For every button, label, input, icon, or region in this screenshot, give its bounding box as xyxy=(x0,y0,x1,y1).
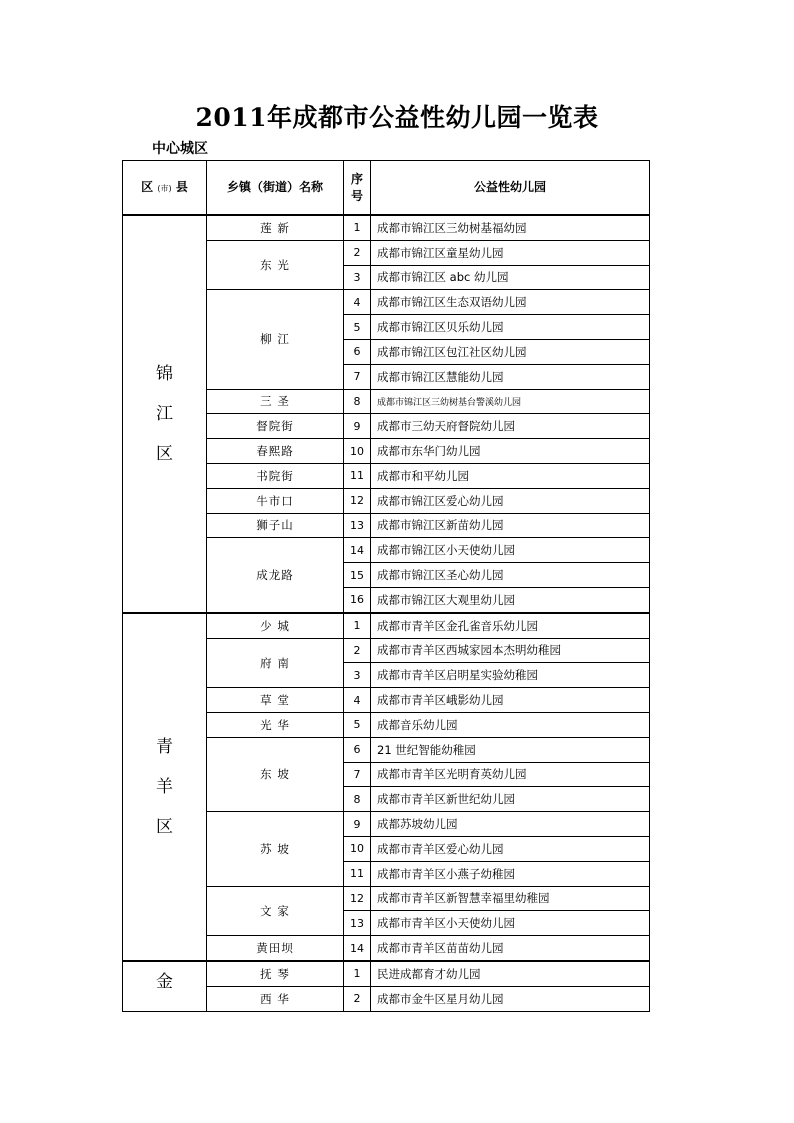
seq-cell: 2 xyxy=(344,638,371,663)
district-cell: 青 羊 区 xyxy=(123,613,207,961)
seq-cell: 3 xyxy=(344,265,371,290)
town-cell: 成龙路 xyxy=(207,538,344,613)
seq-cell: 7 xyxy=(344,762,371,787)
kindergarten-cell: 成都市青羊区苗苗幼儿园 xyxy=(371,936,650,961)
seq-cell: 2 xyxy=(344,986,371,1011)
kindergarten-cell: 成都市青羊区新智慧幸福里幼稚园 xyxy=(371,886,650,911)
kindergarten-cell: 成都市锦江区小天使幼儿园 xyxy=(371,538,650,563)
kindergarten-cell: 成都市锦江区新苗幼儿园 xyxy=(371,513,650,538)
town-cell: 西 华 xyxy=(207,986,344,1011)
town-cell: 苏 坡 xyxy=(207,812,344,886)
kindergarten-cell: 成都市青羊区光明育英幼儿园 xyxy=(371,762,650,787)
town-cell: 草 堂 xyxy=(207,688,344,713)
header-seq: 序 号 xyxy=(344,161,371,216)
seq-cell: 9 xyxy=(344,414,371,439)
kindergarten-cell: 成都市锦江区爱心幼儿园 xyxy=(371,488,650,513)
kindergarten-cell: 成都市青羊区新世纪幼儿园 xyxy=(371,787,650,812)
seq-cell: 12 xyxy=(344,886,371,911)
town-cell: 莲 新 xyxy=(207,215,344,240)
seq-cell: 10 xyxy=(344,439,371,464)
header-kindergarten: 公益性幼儿园 xyxy=(371,161,650,216)
seq-cell: 13 xyxy=(344,513,371,538)
kindergarten-cell: 成都市锦江区贝乐幼儿园 xyxy=(371,315,650,340)
kindergarten-cell: 成都市锦江区 abc 幼儿园 xyxy=(371,265,650,290)
table-row xyxy=(123,613,650,638)
seq-cell: 9 xyxy=(344,812,371,837)
town-cell: 书院街 xyxy=(207,463,344,488)
town-cell: 府 南 xyxy=(207,638,344,688)
kindergarten-cell: 21 世纪智能幼稚园 xyxy=(371,737,650,762)
town-cell: 黄田坝 xyxy=(207,936,344,961)
kindergarten-cell: 民进成都育才幼儿园 xyxy=(371,961,650,986)
seq-cell: 14 xyxy=(344,538,371,563)
seq-cell: 8 xyxy=(344,787,371,812)
kindergarten-cell: 成都市青羊区金孔雀音乐幼儿园 xyxy=(371,613,650,638)
town-cell: 光 华 xyxy=(207,712,344,737)
seq-cell: 1 xyxy=(344,215,371,240)
kindergarten-cell: 成都市青羊区西城家园本杰明幼稚园 xyxy=(371,638,650,663)
district-cell: 锦 江 区 xyxy=(123,215,207,613)
page-title: 2011年成都市公益性幼儿园一览表 xyxy=(195,103,599,132)
town-cell: 春熙路 xyxy=(207,439,344,464)
header-town: 乡镇（街道）名称 xyxy=(207,161,344,216)
seq-cell: 4 xyxy=(344,688,371,713)
town-cell: 东 坡 xyxy=(207,737,344,811)
table-row xyxy=(123,961,650,986)
table-header-row xyxy=(123,161,650,216)
kindergarten-cell: 成都市锦江区慧能幼儿园 xyxy=(371,364,650,389)
town-cell: 东 光 xyxy=(207,240,344,290)
town-cell: 督院街 xyxy=(207,414,344,439)
seq-cell: 2 xyxy=(344,240,371,265)
seq-cell: 4 xyxy=(344,290,371,315)
kindergarten-cell: 成都市金牛区星月幼儿园 xyxy=(371,986,650,1011)
seq-cell: 5 xyxy=(344,315,371,340)
seq-cell: 11 xyxy=(344,463,371,488)
seq-cell: 15 xyxy=(344,563,371,588)
table-row xyxy=(123,215,650,240)
kindergarten-cell: 成都市青羊区爱心幼儿园 xyxy=(371,836,650,861)
town-cell: 抚 琴 xyxy=(207,961,344,986)
kindergarten-cell: 成都市锦江区圣心幼儿园 xyxy=(371,563,650,588)
seq-cell: 6 xyxy=(344,737,371,762)
kindergarten-cell: 成都市锦江区童星幼儿园 xyxy=(371,240,650,265)
seq-cell: 10 xyxy=(344,836,371,861)
kindergarten-cell: 成都市锦江区三幼树基台警溪幼儿园 xyxy=(371,389,650,414)
header-district: 区 (市) 县 xyxy=(123,161,207,216)
kindergarten-cell: 成都音乐幼儿园 xyxy=(371,712,650,737)
kindergarten-cell: 成都市锦江区包江社区幼儿园 xyxy=(371,339,650,364)
seq-cell: 16 xyxy=(344,587,371,612)
kindergarten-cell: 成都市锦江区生态双语幼儿园 xyxy=(371,290,650,315)
seq-cell: 3 xyxy=(344,663,371,688)
kindergarten-cell: 成都市锦江区大观里幼儿园 xyxy=(371,587,650,612)
kindergarten-table xyxy=(122,160,650,1012)
kindergarten-cell: 成都市青羊区小燕子幼稚园 xyxy=(371,861,650,886)
kindergarten-cell: 成都市青羊区峨影幼儿园 xyxy=(371,688,650,713)
seq-cell: 14 xyxy=(344,936,371,961)
kindergarten-cell: 成都市和平幼儿园 xyxy=(371,463,650,488)
kindergarten-cell: 成都市东华门幼儿园 xyxy=(371,439,650,464)
seq-cell: 1 xyxy=(344,961,371,986)
town-cell: 牛市口 xyxy=(207,488,344,513)
seq-cell: 7 xyxy=(344,364,371,389)
seq-cell: 5 xyxy=(344,712,371,737)
district-cell: 金 xyxy=(123,961,207,1011)
kindergarten-cell: 成都市三幼天府督院幼儿园 xyxy=(371,414,650,439)
seq-cell: 12 xyxy=(344,488,371,513)
seq-cell: 1 xyxy=(344,613,371,638)
seq-cell: 8 xyxy=(344,389,371,414)
seq-cell: 6 xyxy=(344,339,371,364)
kindergarten-cell: 成都市锦江区三幼树基福幼园 xyxy=(371,215,650,240)
town-cell: 文 家 xyxy=(207,886,344,936)
town-cell: 狮子山 xyxy=(207,513,344,538)
kindergarten-cell: 成都苏坡幼儿园 xyxy=(371,812,650,837)
seq-cell: 11 xyxy=(344,861,371,886)
kindergarten-cell: 成都市青羊区启明星实验幼稚园 xyxy=(371,663,650,688)
town-cell: 柳 江 xyxy=(207,290,344,389)
seq-cell: 13 xyxy=(344,911,371,936)
kindergarten-cell: 成都市青羊区小天使幼儿园 xyxy=(371,911,650,936)
section-subtitle: 中心城区 xyxy=(152,141,208,157)
town-cell: 三 圣 xyxy=(207,389,344,414)
town-cell: 少 城 xyxy=(207,613,344,638)
